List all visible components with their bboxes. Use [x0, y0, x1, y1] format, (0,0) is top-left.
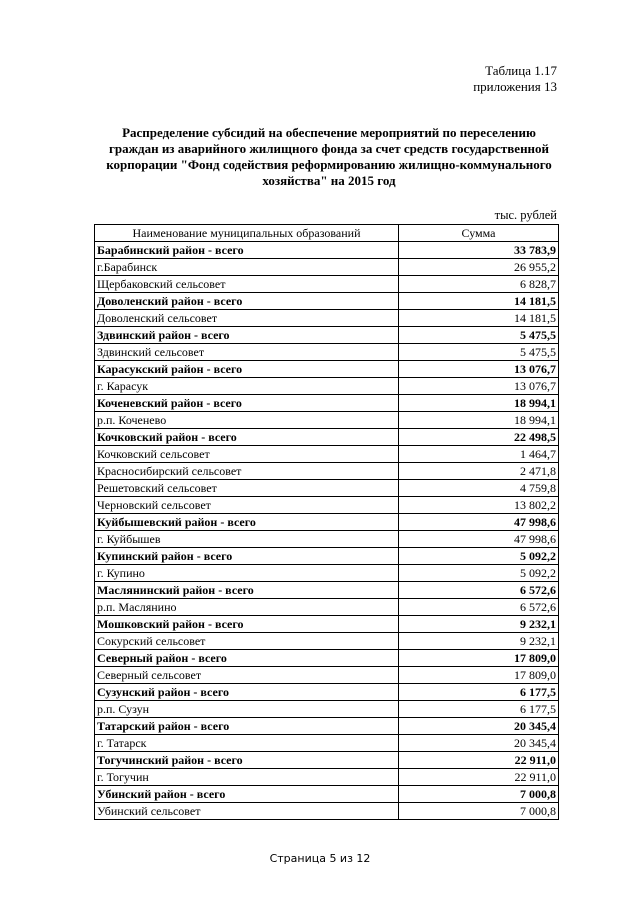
cell-sum: 13 076,7 — [399, 378, 559, 395]
cell-sum: 33 783,9 — [399, 242, 559, 259]
cell-sum: 6 572,6 — [399, 599, 559, 616]
cell-municipality-name: Сокурский сельсовет — [95, 633, 399, 650]
cell-sum: 2 471,8 — [399, 463, 559, 480]
column-header-name: Наименование муниципальных образований — [95, 225, 399, 242]
table-row — [95, 412, 559, 429]
page-number: Страница 5 из 12 — [269, 852, 371, 865]
cell-sum: 22 911,0 — [399, 752, 559, 769]
cell-sum: 1 464,7 — [399, 446, 559, 463]
table-row — [95, 276, 559, 293]
cell-sum: 18 994,1 — [399, 412, 559, 429]
cell-sum: 9 232,1 — [399, 633, 559, 650]
cell-municipality-name: г.Барабинск — [95, 259, 399, 276]
cell-municipality-name: г. Татарск — [95, 735, 399, 752]
cell-municipality-name: Кочковский сельсовет — [95, 446, 399, 463]
table-row-district-total — [95, 548, 559, 565]
cell-municipality-name: г. Тогучин — [95, 769, 399, 786]
table-row-district-total — [95, 582, 559, 599]
cell-municipality-name: Здвинский сельсовет — [95, 344, 399, 361]
cell-municipality-name: Карасукский район - всего — [95, 361, 399, 378]
cell-sum: 9 232,1 — [399, 616, 559, 633]
cell-sum: 7 000,8 — [399, 803, 559, 820]
table-row-district-total — [95, 242, 559, 259]
table-header-row — [95, 225, 559, 242]
table-row — [95, 344, 559, 361]
cell-sum: 20 345,4 — [399, 718, 559, 735]
cell-municipality-name: г. Карасук — [95, 378, 399, 395]
table-row — [95, 378, 559, 395]
cell-municipality-name: Кочковский район - всего — [95, 429, 399, 446]
cell-sum: 47 998,6 — [399, 531, 559, 548]
cell-sum: 14 181,5 — [399, 310, 559, 327]
table-row-district-total — [95, 361, 559, 378]
table-caption — [473, 63, 557, 95]
units-label: тыс. рублей — [494, 208, 557, 222]
cell-municipality-name: Здвинский район - всего — [95, 327, 399, 344]
table-row — [95, 259, 559, 276]
table-row-district-total — [95, 718, 559, 735]
cell-sum: 22 498,5 — [399, 429, 559, 446]
caption-appendix: приложения 13 — [473, 79, 557, 94]
cell-sum: 6 572,6 — [399, 582, 559, 599]
cell-municipality-name: Решетовский сельсовет — [95, 480, 399, 497]
cell-sum: 13 076,7 — [399, 361, 559, 378]
table-row — [95, 565, 559, 582]
cell-sum: 7 000,8 — [399, 786, 559, 803]
cell-municipality-name: Мошковский район - всего — [95, 616, 399, 633]
cell-sum: 6 177,5 — [399, 684, 559, 701]
cell-municipality-name: Куйбышевский район - всего — [95, 514, 399, 531]
table-row — [95, 769, 559, 786]
table-row-district-total — [95, 429, 559, 446]
cell-sum: 6 177,5 — [399, 701, 559, 718]
cell-sum: 5 092,2 — [399, 548, 559, 565]
cell-municipality-name: Щербаковский сельсовет — [95, 276, 399, 293]
cell-sum: 20 345,4 — [399, 735, 559, 752]
cell-municipality-name: Тогучинский район - всего — [95, 752, 399, 769]
cell-sum: 47 998,6 — [399, 514, 559, 531]
cell-municipality-name: Коченевский район - всего — [95, 395, 399, 412]
table-row-district-total — [95, 786, 559, 803]
table-row — [95, 667, 559, 684]
cell-municipality-name: Татарский район - всего — [95, 718, 399, 735]
table-row-district-total — [95, 752, 559, 769]
table-row — [95, 446, 559, 463]
table-row — [95, 633, 559, 650]
cell-municipality-name: р.п. Маслянино — [95, 599, 399, 616]
table-row-district-total — [95, 650, 559, 667]
table-row — [95, 599, 559, 616]
cell-sum: 5 475,5 — [399, 327, 559, 344]
table-body — [95, 242, 559, 820]
table-row-district-total — [95, 616, 559, 633]
cell-municipality-name: р.п. Сузун — [95, 701, 399, 718]
cell-sum: 13 802,2 — [399, 497, 559, 514]
cell-municipality-name: Доволенский район - всего — [95, 293, 399, 310]
document-title: Распределение субсидий на обеспечение мероприятий по переселению граждан из аварийного жилищного фонда за счет средств государственной корпорации "Фонд содействия реформированию жилищно-коммунального хозяйства" на 2015 год — [106, 125, 552, 188]
cell-sum: 17 809,0 — [399, 650, 559, 667]
table-row — [95, 480, 559, 497]
table-row — [95, 310, 559, 327]
cell-municipality-name: Маслянинский район - всего — [95, 582, 399, 599]
cell-sum: 5 092,2 — [399, 565, 559, 582]
table-row-district-total — [95, 514, 559, 531]
cell-sum: 5 475,5 — [399, 344, 559, 361]
cell-sum: 14 181,5 — [399, 293, 559, 310]
table-row-district-total — [95, 395, 559, 412]
cell-sum: 26 955,2 — [399, 259, 559, 276]
table-row — [95, 463, 559, 480]
cell-municipality-name: Северный район - всего — [95, 650, 399, 667]
cell-municipality-name: р.п. Коченево — [95, 412, 399, 429]
cell-sum: 4 759,8 — [399, 480, 559, 497]
table-row — [95, 803, 559, 820]
table-row — [95, 531, 559, 548]
table-row-district-total — [95, 684, 559, 701]
cell-municipality-name: Сузунский район - всего — [95, 684, 399, 701]
cell-municipality-name: Купинский район - всего — [95, 548, 399, 565]
cell-municipality-name: Черновский сельсовет — [95, 497, 399, 514]
table-row — [95, 735, 559, 752]
table-row — [95, 497, 559, 514]
cell-municipality-name: Убинский сельсовет — [95, 803, 399, 820]
cell-municipality-name: Убинский район - всего — [95, 786, 399, 803]
cell-sum: 17 809,0 — [399, 667, 559, 684]
table-row-district-total — [95, 327, 559, 344]
table-row-district-total — [95, 293, 559, 310]
cell-municipality-name: Северный сельсовет — [95, 667, 399, 684]
column-header-sum: Сумма — [399, 225, 559, 242]
cell-municipality-name: Доволенский сельсовет — [95, 310, 399, 327]
cell-sum: 22 911,0 — [399, 769, 559, 786]
cell-municipality-name: г. Купино — [95, 565, 399, 582]
cell-sum: 6 828,7 — [399, 276, 559, 293]
table-row — [95, 701, 559, 718]
cell-municipality-name: г. Куйбышев — [95, 531, 399, 548]
cell-municipality-name: Барабинский район - всего — [95, 242, 399, 259]
cell-municipality-name: Красносибирский сельсовет — [95, 463, 399, 480]
cell-sum: 18 994,1 — [399, 395, 559, 412]
caption-table-number: Таблица 1.17 — [485, 63, 557, 78]
subsidy-table — [94, 224, 559, 820]
